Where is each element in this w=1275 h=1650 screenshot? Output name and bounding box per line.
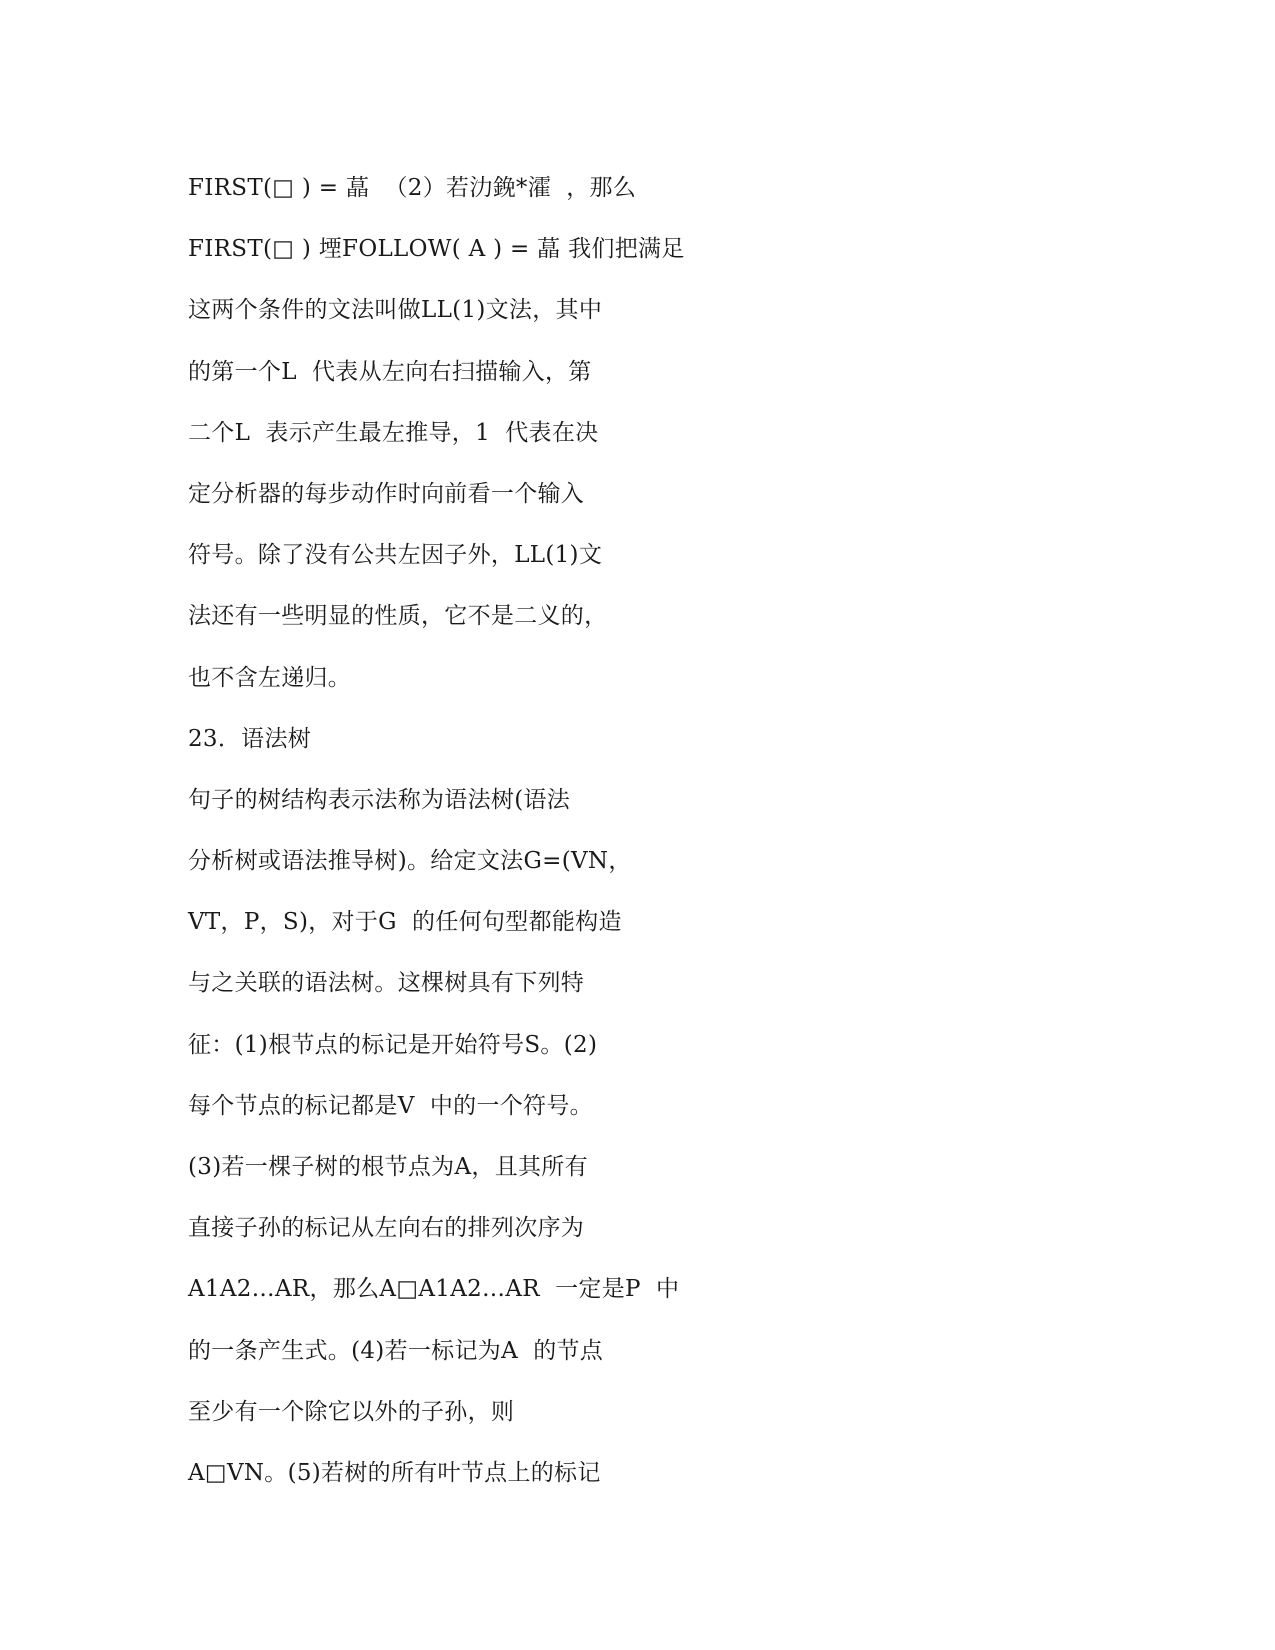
text-line: 的第一个L 代表从左向右扫描输入，第 bbox=[188, 358, 592, 385]
text-line: 定分析器的每步动作时向前看一个输入 bbox=[188, 480, 585, 507]
text-line: VT，P，S)，对于G 的任何句型都能构造 bbox=[188, 909, 622, 936]
text-line: 法还有一些明显的性质，它不是二义的， bbox=[188, 603, 608, 630]
text-line: 每个节点的标记都是V 中的一个符号。 bbox=[188, 1092, 593, 1119]
text-line: 征：(1)根节点的标记是开始符号S。(2) bbox=[188, 1031, 598, 1058]
text-line: FIRST(□ ) 堙FOLLOW( A ) = 蕌 我们把满足 bbox=[188, 236, 685, 263]
text-line: 这两个条件的文法叫做LL(1)文法，其中 bbox=[188, 297, 603, 324]
text-line: 分析树或语法推导树)。给定文法G=(VN， bbox=[188, 848, 632, 875]
text-line: 二个L 表示产生最左推导，1 代表在决 bbox=[188, 419, 599, 446]
text-line: FIRST(□ ) = 蕌 （2）若氻鋔*瀖 ，那么 bbox=[188, 175, 637, 201]
text-line: 直接子孙的标记从左向右的排列次序为 bbox=[188, 1215, 585, 1242]
text-line: A1A2…AR，那么A□A1A2…AR 一定是P 中 bbox=[188, 1276, 680, 1303]
text-line: 符号。除了没有公共左因子外，LL(1)文 bbox=[188, 542, 603, 569]
section-heading: 23．语法树 bbox=[188, 725, 312, 752]
text-line: 与之关联的语法树。这棵树具有下列特 bbox=[188, 970, 585, 997]
text-line: 至少有一个除它以外的子孙，则 bbox=[188, 1398, 515, 1425]
document-body bbox=[188, 176, 908, 1522]
text-line: 的一条产生式。(4)若一标记为A 的节点 bbox=[188, 1337, 604, 1364]
text-line: 也不含左递归。 bbox=[188, 664, 352, 691]
text-line: A□VN。(5)若树的所有叶节点上的标记 bbox=[188, 1459, 601, 1486]
text-line: (3)若一棵子树的根节点为A，且其所有 bbox=[188, 1154, 588, 1180]
text-line: 句子的树结构表示法称为语法树(语法 bbox=[188, 786, 571, 813]
